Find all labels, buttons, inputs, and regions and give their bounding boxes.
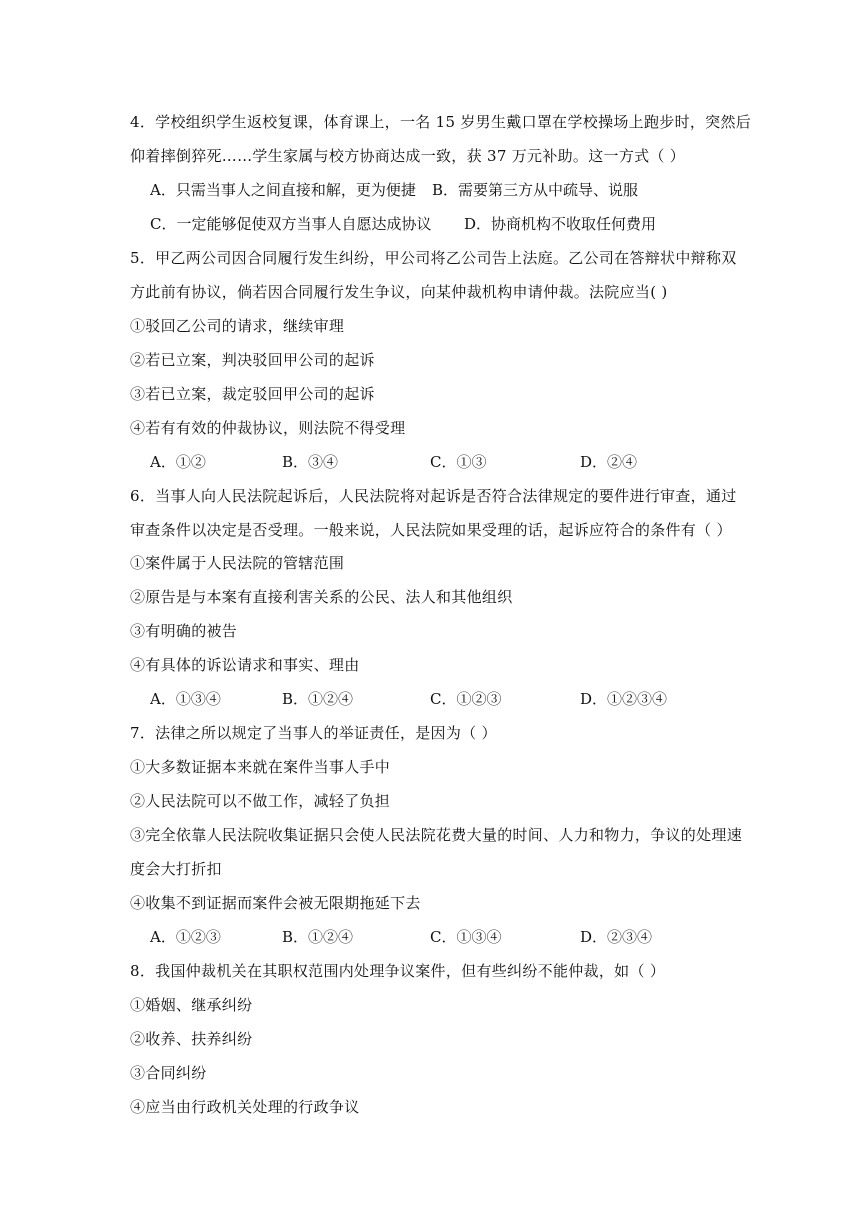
q4-option-d: D．协商机构不收取任何费用 bbox=[464, 215, 657, 233]
q5-statement-2: ②若已立案，判决驳回甲公司的起诉 bbox=[130, 351, 375, 369]
q5-stem-line-2: 方此前有协议，倘若因合同履行发生争议，向某仲裁机构申请仲裁。法院应当( ) bbox=[130, 283, 668, 301]
q4-stem-line-2: 仰着摔倒猝死……学生家属与校方协商达成一致，获 37 万元补助。这一方式（ ） bbox=[130, 147, 686, 165]
q6-option-d: D．①②③④ bbox=[580, 690, 668, 708]
q5-stem-line-1: 5．甲乙两公司因合同履行发生纠纷，甲公司将乙公司告上法庭。乙公司在答辩状中辩称双 bbox=[130, 249, 737, 267]
q4-option-b: B．需要第三方从中疏导、说服 bbox=[432, 181, 639, 199]
q5-statement-1: ①驳回乙公司的请求，继续审理 bbox=[130, 317, 345, 335]
q7-statement-1: ①大多数证据本来就在案件当事人手中 bbox=[130, 758, 391, 776]
q7-statement-3-line-2: 度会大打折扣 bbox=[130, 860, 222, 878]
q6-option-a: A．①③④ bbox=[150, 690, 221, 708]
q6-statement-2: ②原告是与本案有直接利害关系的公民、法人和其他组织 bbox=[130, 588, 513, 606]
q6-statement-1: ①案件属于人民法院的管辖范围 bbox=[130, 554, 345, 572]
q8-statement-4: ④应当由行政机关处理的行政争议 bbox=[130, 1098, 360, 1116]
q8-statement-1: ①婚姻、继承纠纷 bbox=[130, 996, 253, 1014]
q7-statement-2: ②人民法院可以不做工作，减轻了负担 bbox=[130, 792, 391, 810]
q7-statement-3-line-1: ③完全依靠人民法院收集证据只会使人民法院花费大量的时间、人力和物力，争议的处理速 bbox=[130, 826, 743, 844]
q6-option-b: B．①②④ bbox=[282, 690, 354, 708]
q6-stem-line-1: 6．当事人向人民法院起诉后，人民法院将对起诉是否符合法律规定的要件进行审查，通过 bbox=[130, 487, 737, 505]
q6-stem-line-2: 审查条件以决定是否受理。一般来说，人民法院如果受理的话，起诉应符合的条件有（ ） bbox=[130, 521, 732, 539]
q7-statement-4: ④收集不到证据而案件会被无限期拖延下去 bbox=[130, 894, 421, 912]
q6-statement-3: ③有明确的被告 bbox=[130, 622, 238, 640]
q5-statement-3: ③若已立案，裁定驳回甲公司的起诉 bbox=[130, 385, 375, 403]
q8-statement-3: ③合同纠纷 bbox=[130, 1064, 207, 1082]
q8-statement-2: ②收养、扶养纠纷 bbox=[130, 1030, 253, 1048]
q7-option-b: B．①②④ bbox=[282, 928, 354, 946]
q6-statement-4: ④有具体的诉讼请求和事实、理由 bbox=[130, 656, 360, 674]
q6-option-c: C．①②③ bbox=[430, 690, 502, 708]
q4-stem-line-1: 4．学校组织学生返校复课，体育课上，一名 15 岁男生戴口罩在学校操场上跑步时，突然后 bbox=[130, 113, 752, 131]
q7-option-d: D．②③④ bbox=[580, 928, 653, 946]
q5-option-a: A．①② bbox=[150, 453, 206, 471]
q7-option-c: C．①③④ bbox=[430, 928, 502, 946]
q7-stem: 7．法律之所以规定了当事人的举证责任，是因为（ ） bbox=[130, 724, 497, 742]
q7-option-a: A．①②③ bbox=[150, 928, 221, 946]
q5-statement-4: ④若有有效的仲裁协议，则法院不得受理 bbox=[130, 419, 406, 437]
q8-stem: 8．我国仲裁机关在其职权范围内处理争议案件，但有些纠纷不能仲裁，如（ ） bbox=[130, 962, 666, 980]
q5-option-d: D．②④ bbox=[580, 453, 638, 471]
q5-option-c: C．①③ bbox=[430, 453, 487, 471]
q5-option-b: B．③④ bbox=[282, 453, 339, 471]
q4-option-c: C．一定能够促使双方当事人自愿达成协议 bbox=[150, 215, 432, 233]
q4-option-a: A．只需当事人之间直接和解，更为便捷 bbox=[150, 181, 416, 199]
